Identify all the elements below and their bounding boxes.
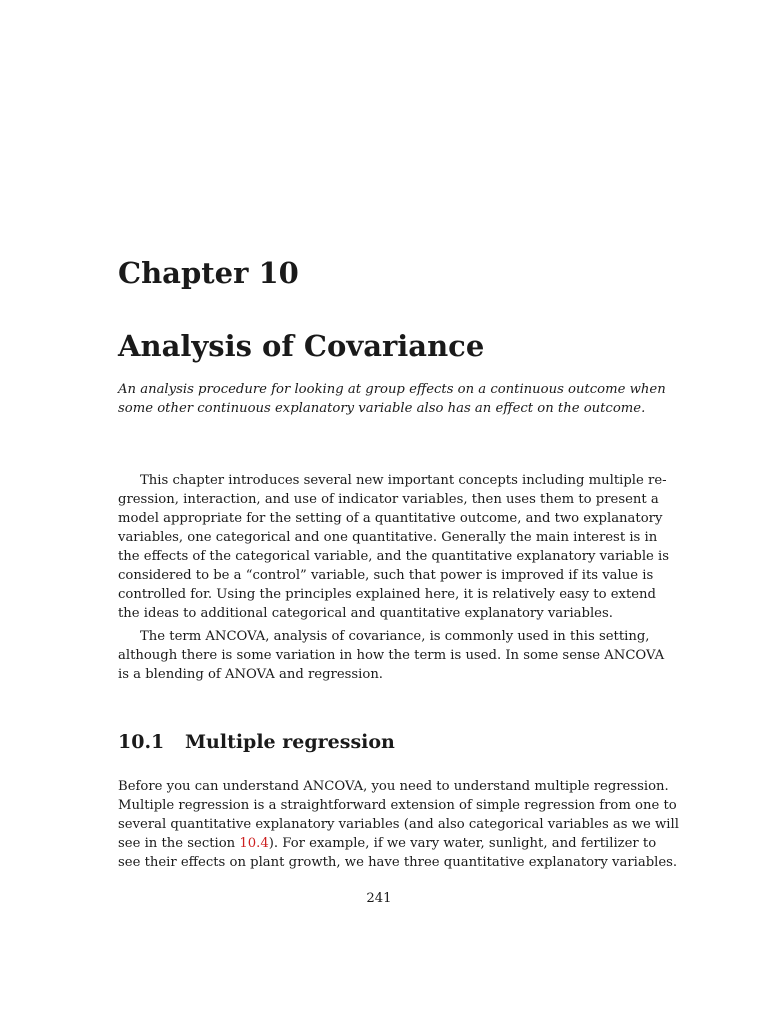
paragraph-line: model appropriate for the setting of a quantitative outcome, and two explanatory	[118, 511, 663, 526]
intro-paragraph-1	[118, 471, 670, 623]
paragraph-line: is a blending of ANOVA and regression.	[118, 667, 383, 682]
section-reference-link[interactable]: 10.4	[239, 836, 269, 851]
chapter-title: Analysis of Covariance	[118, 329, 485, 363]
section-paragraph	[118, 777, 679, 872]
paragraph-line: variables, one categorical and one quantitative. Generally the main interest is in	[118, 530, 658, 545]
paragraph-line-with-link	[118, 834, 657, 853]
line-text: see in the section	[118, 836, 240, 851]
paragraph-line: gression, interaction, and use of indicator variables, then uses them to present a	[118, 492, 659, 507]
paragraph-line: although there is some variation in how the term is used. In some sense ANCOVA	[118, 648, 665, 663]
paragraph-line: This chapter introduces several new important concepts including multiple re-	[140, 473, 667, 488]
intro-paragraph-2	[118, 627, 665, 684]
section-title: Multiple regression	[185, 731, 395, 753]
paragraph-line: Multiple regression is a straightforward extension of simple regression from one to	[118, 798, 677, 813]
paragraph-line: see their effects on plant growth, we have three quantitative explanatory variables.	[118, 855, 678, 870]
abstract-line: An analysis procedure for looking at group effects on a continuous outcome when	[118, 382, 666, 397]
page-number: 241	[366, 891, 392, 906]
paragraph-line: the ideas to additional categorical and quantitative explanatory variables.	[118, 606, 613, 621]
paragraph-line: several quantitative explanatory variables (and also categorical variables as we will	[118, 817, 679, 832]
paragraph-line: controlled for. Using the principles explained here, it is relatively easy to extend	[118, 587, 656, 602]
paragraph-line: considered to be a “control” variable, such that power is improved if its value is	[118, 568, 654, 583]
section-number: 10.1	[118, 731, 165, 753]
line-text: ). For example, if we vary water, sunlight, and fertilizer to	[268, 836, 657, 851]
paragraph-line: the effects of the categorical variable, and the quantitative explanatory variable is	[118, 549, 670, 564]
paragraph-line: Before you can understand ANCOVA, you need to understand multiple regression.	[118, 779, 669, 794]
section-heading	[118, 728, 395, 756]
chapter-label: Chapter 10	[118, 256, 299, 290]
paragraph-line: The term ANCOVA, analysis of covariance, is commonly used in this setting,	[140, 629, 650, 644]
abstract-line: some other continuous explanatory variable also has an effect on the outcome.	[118, 401, 646, 416]
chapter-abstract	[118, 380, 666, 418]
